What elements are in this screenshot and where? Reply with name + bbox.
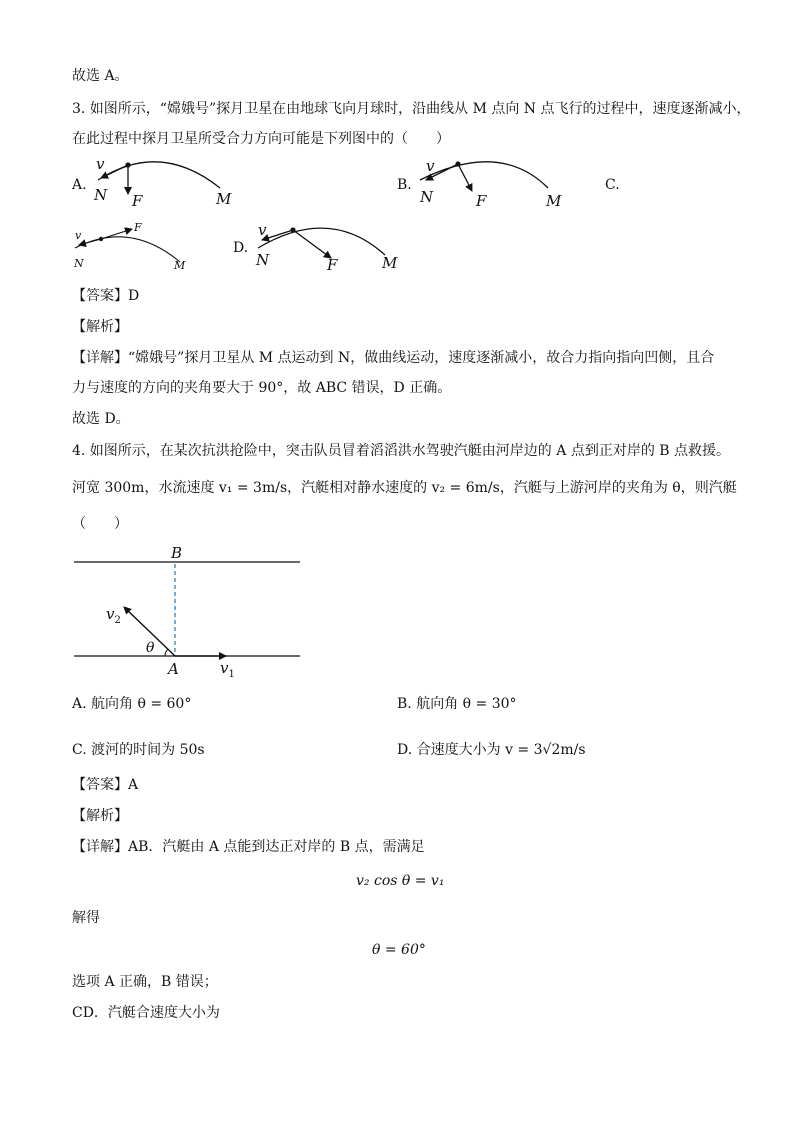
q4-solve-word: 解得	[72, 910, 100, 926]
q4-v2-subscript: 2	[114, 615, 121, 626]
q3-c-m-label: M	[174, 259, 186, 272]
q4-analysis-heading: 【解析】	[72, 808, 128, 824]
q4-v2-label	[106, 605, 121, 626]
q3-stem-line1: 3. 如图所示，“嫦娥号”探月卫星在由地球飞向月球时，沿曲线从 M 点向 N 点飞行的过程中，速度逐渐减小，	[72, 101, 751, 117]
q3-b-v-label: v	[426, 157, 435, 175]
q3-detail-line2: 力与速度的方向的夹角要大于 90°，故 ABC 错误，D 正确。	[72, 380, 452, 396]
q4-point-b-label: B	[171, 544, 183, 562]
q4-point-a-label: A	[168, 660, 179, 678]
q4-option-d: D. 合速度大小为 v = 3√2m/s	[397, 742, 586, 758]
q3-c-f-label: F	[134, 221, 142, 234]
q4-ab-result: 选项 A 正确，B 错误；	[72, 974, 218, 990]
q4-v1-subscript: 1	[228, 669, 235, 680]
q4-stem-line3: （ ）	[72, 516, 128, 532]
q3-d-f-label: F	[327, 256, 338, 274]
q3-b-m-label: M	[546, 192, 562, 210]
q3-c-v-label: v	[75, 229, 82, 242]
q4-equation-2: θ = 60°	[372, 942, 426, 958]
q4-theta-label: θ	[146, 640, 155, 656]
q4-option-c: C. 渡河的时间为 50s	[72, 742, 205, 758]
q3-d-m-label: M	[382, 254, 398, 272]
q3-option-c-label: C.	[605, 177, 620, 193]
q3-conclusion: 故选 D。	[72, 411, 130, 427]
q4-v1-symbol: v	[220, 659, 229, 677]
prev-answer-conclusion: 故选 A。	[72, 68, 129, 84]
q4-option-a: A. 航向角 θ = 60°	[72, 696, 192, 712]
q4-stem-line1: 4. 如图所示，在某次抗洪抢险中，突击队员冒着滔滔洪水驾驶汽艇由河岸边的 A 点到正对岸的 B 点救援。	[72, 443, 731, 459]
q3-b-f-label: F	[476, 192, 487, 210]
q3-a-n-label: N	[94, 186, 108, 204]
q3-option-b-label: B.	[397, 177, 412, 193]
q4-answer: 【答案】A	[72, 777, 139, 793]
q4-detail-ab: 【详解】AB．汽艇由 A 点能到达正对岸的 B 点，需满足	[72, 839, 425, 855]
q3-a-f-label: F	[132, 192, 143, 210]
q4-cd-line: CD．汽艇合速度大小为	[72, 1005, 220, 1021]
q4-v1-label	[220, 659, 235, 680]
q3-a-m-label: M	[216, 190, 232, 208]
q4-v2-symbol: v	[106, 605, 115, 623]
q3-d-v-label: v	[258, 221, 267, 239]
q3-analysis-heading: 【解析】	[72, 319, 128, 335]
q4-equation-1: v₂ cos θ = v₁	[356, 873, 445, 889]
q3-option-a-label: A.	[72, 177, 87, 193]
q3-a-v-label: v	[96, 155, 105, 173]
q3-option-d-label: D.	[233, 240, 249, 256]
q4-theta-arc	[165, 649, 168, 656]
q3-stem-line2: 在此过程中探月卫星所受合力方向可能是下列图中的（ ）	[72, 131, 450, 147]
q3-detail-line1: 【详解】“嫦娥号”探月卫星从 M 点运动到 N，做曲线运动，速度逐渐减小，故合力指向指向凹侧，且合	[72, 350, 715, 366]
q3-b-n-label: N	[420, 188, 434, 206]
q4-stem-line2: 河宽 300m，水流速度 v₁ = 3m/s，汽艇相对静水速度的 v₂ = 6m/s，汽艇与上游河岸的夹角为 θ，则汽艇	[72, 480, 737, 496]
q3-d-n-label: N	[256, 251, 270, 269]
q3-answer: 【答案】D	[72, 288, 140, 304]
q3-c-n-label: N	[74, 257, 84, 270]
q4-option-b: B. 航向角 θ = 30°	[397, 696, 517, 712]
